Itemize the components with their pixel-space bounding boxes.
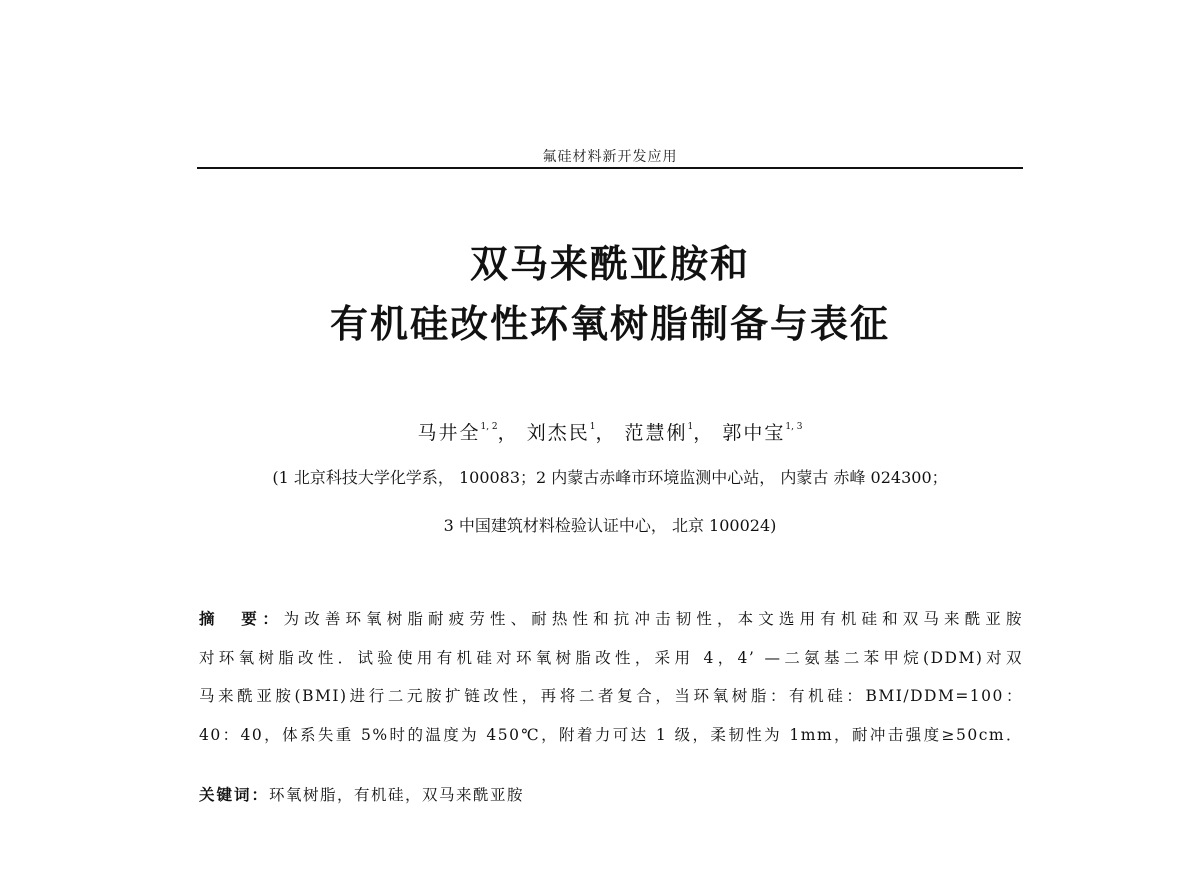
paper-title-line-2: 有机硅改性环氧树脂制备与表征 [329,302,890,346]
author-name: 范慧俐 [624,422,688,444]
author-separator: ， [595,422,617,444]
running-header: 氟硅材料新开发应用 [542,149,678,165]
author-affiliation-mark: 1, 3 [785,422,803,432]
keywords-text: 环氧树脂，有机硅，双马来酰亚胺 [269,786,525,804]
author-affiliation-mark: 1 [589,422,596,432]
author-separator: ， [693,422,715,444]
abstract-text-1: 为改善环氧树脂耐疲劳性、耐热性和抗冲击韧性，本文选用有机硅和双马来酰亚胺 [283,610,1023,628]
author-list [150,418,1070,445]
author-name: 郭中宝 [722,422,786,444]
abstract-line-1 [199,600,1023,639]
author-name: 刘杰民 [526,422,590,444]
abstract-label: 摘 要： [199,610,284,628]
header-rule [197,167,1023,169]
abstract [199,600,1023,754]
affiliation-line-1: (1 北京科技大学化学系， 100083；2 内蒙古赤峰市环境监测中心站， 内蒙古 赤峰 024300； [272,468,948,487]
author-affiliation-mark: 1, 2 [480,422,498,432]
abstract-line-2: 对环氧树脂改性．试验使用有机硅对环氧树脂改性，采用 4，4’ —二氨基二苯甲烷(DDM)对双 [199,648,1023,667]
abstract-line-3: 马来酰亚胺(BMI)进行二元胺扩链改性，再将二者复合，当环氧树脂：有机硅：BMI/DDM=100： [199,687,1023,706]
affiliation-line-2: 3 中国建筑材料检验认证中心， 北京 100024) [443,516,777,535]
keywords [199,783,524,805]
author-name: 马井全 [417,422,481,444]
paper-title-line-1: 双马来酰亚胺和 [469,242,750,286]
author-affiliation-mark: 1 [687,422,694,432]
abstract-line-4: 40：40，体系失重 5%时的温度为 450℃，附着力可达 1 级，柔韧性为 1mm，耐冲击强度≥50cm． [199,725,1023,744]
author-separator: ， [497,422,519,444]
keywords-label: 关键词： [199,786,270,804]
